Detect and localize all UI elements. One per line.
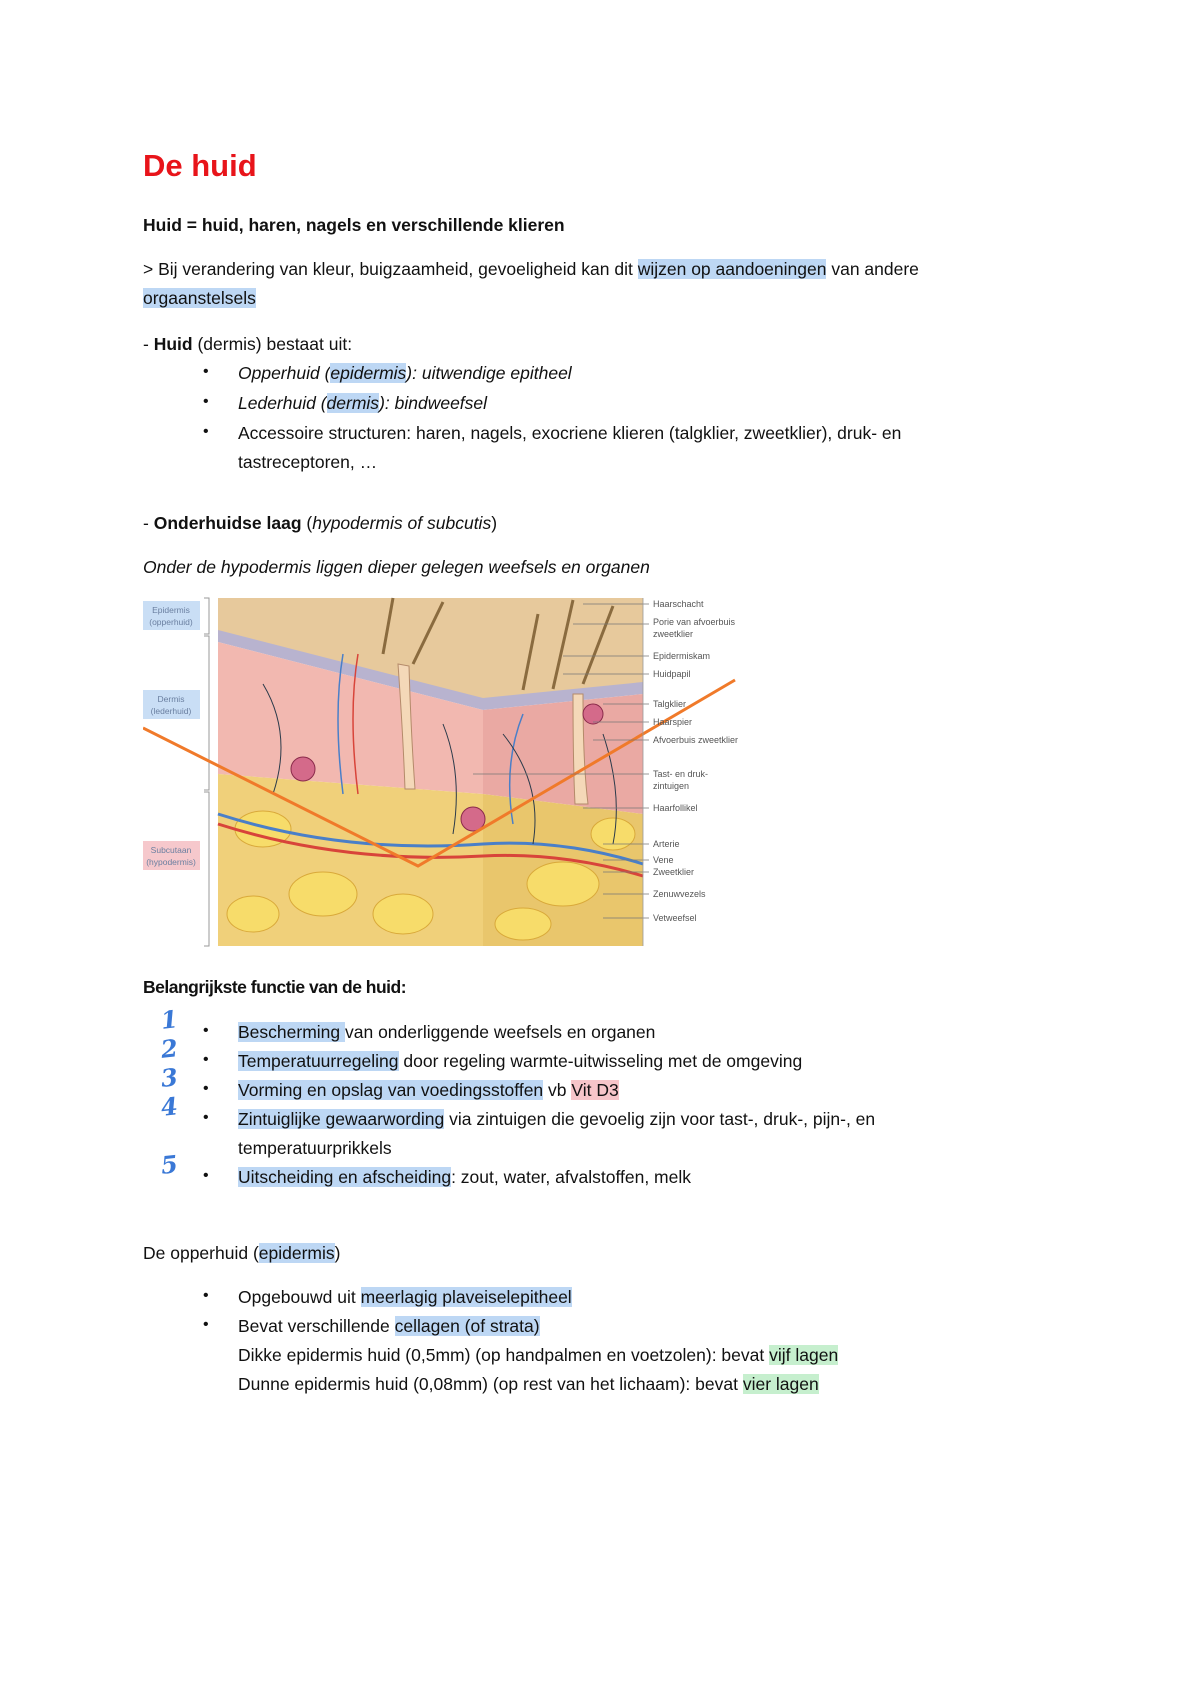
intro-note-line2 — [143, 286, 256, 310]
label-porie: Porie van afvoerbuis — [653, 617, 736, 627]
bracket-dermis — [204, 636, 209, 790]
label-porie-2: zweetklier — [653, 629, 694, 639]
function-text: vb — [543, 1080, 572, 1100]
label-haarspier: Haarspier — [653, 717, 693, 727]
onderhuid-open: ( — [301, 513, 313, 533]
bracket-subcutaan — [204, 792, 209, 946]
function-highlight: Vorming en opslag van voedingsstoffen — [238, 1080, 544, 1100]
label-haarfollikel: Haarfollikel — [653, 803, 698, 813]
huid-item-pre: Lederhuid ( — [238, 393, 327, 413]
bullet-marker: • — [203, 1109, 209, 1126]
function-highlight: Bescherming — [238, 1022, 345, 1042]
onderhuid-heading — [143, 511, 497, 535]
handwritten-number-1: 1 — [159, 1004, 180, 1035]
huid-item-highlight: dermis — [326, 393, 380, 413]
label-tast: Tast- en druk- — [653, 769, 709, 779]
huid-item-post: ): bindweefsel — [379, 393, 488, 413]
huid-item-lederhuid — [238, 391, 487, 415]
intro-note — [143, 257, 919, 281]
function-item-1 — [238, 1020, 655, 1044]
huid-prefix: - — [143, 334, 154, 354]
label-epidermis-1: Epidermis — [152, 605, 190, 615]
label-vene: Vene — [653, 855, 674, 865]
bullet-marker: • — [203, 1167, 209, 1184]
epidermis-heading-post: ) — [334, 1243, 341, 1263]
handwritten-number-3: 3 — [159, 1062, 180, 1093]
epidermis-dun-highlight: vier lagen — [742, 1374, 819, 1394]
huid-item-accessoire-line2: tastreceptoren, … — [238, 452, 378, 472]
bullet-marker: • — [203, 1287, 209, 1304]
huid-bold: Huid — [153, 334, 193, 354]
handwritten-number-5: 5 — [159, 1149, 180, 1180]
handwritten-number-4: 4 — [159, 1091, 180, 1122]
bullet-marker: • — [203, 1316, 209, 1333]
label-dermis-1: Dermis — [157, 694, 185, 704]
function-text: door regeling warmte-uitwisseling met de omgeving — [398, 1051, 803, 1071]
onderhuid-bold: Onderhuidse laag — [153, 513, 302, 533]
function-item-4 — [238, 1107, 875, 1131]
label-tast-2: zintuigen — [653, 781, 690, 791]
label-dermis-2: (lederhuid) — [150, 706, 192, 716]
onderhuid-italic: hypodermis of subcutis — [312, 513, 492, 533]
label-vetweefsel: Vetweefsel — [653, 913, 697, 923]
epidermis-item-1 — [238, 1285, 572, 1309]
epidermis-dik-text: Dikke epidermis huid (0,5mm) (op handpalmen en voetzolen): bevat — [238, 1345, 770, 1365]
huid-item-accessoire: Accessoire structuren: haren, nagels, exocriene klieren (talgklier, zweetklier), druk- en — [238, 423, 902, 443]
label-subcutaan-1: Subcutaan — [150, 845, 192, 855]
function-text: van onderliggende weefsels en organen — [345, 1022, 656, 1042]
huid-item-pre: Opperhuid ( — [238, 363, 331, 383]
function-text: via zintuigen die gevoelig zijn voor tast-, druk-, pijn-, en — [444, 1109, 876, 1129]
function-highlight: Temperatuurregeling — [238, 1051, 399, 1071]
epidermis-item-2 — [238, 1314, 540, 1338]
function-highlight: Zintuiglijke gewaarwording — [238, 1109, 445, 1129]
epidermis-heading — [143, 1241, 340, 1265]
epidermis-dik-line — [238, 1343, 838, 1367]
epidermis-heading-highlight: epidermis — [258, 1243, 335, 1263]
epidermis-item-highlight: meerlagig plaveiselepitheel — [360, 1287, 572, 1307]
onderhuid-prefix: - — [143, 513, 154, 533]
huid-heading — [143, 332, 352, 356]
epidermis-item-pre: Opgebouwd uit — [238, 1287, 361, 1307]
skin-diagram-svg — [143, 594, 739, 950]
onderhuid-close: ) — [491, 513, 498, 533]
epidermis-dun-line — [238, 1372, 819, 1396]
label-zenuwvezels: Zenuwvezels — [653, 889, 706, 899]
label-talgklier: Talgklier — [653, 699, 687, 709]
function-item-5 — [238, 1165, 691, 1189]
huid-rest: (dermis) bestaat uit: — [192, 334, 353, 354]
label-afvoerbuis: Afvoerbuis zweetklier — [653, 735, 739, 745]
epidermis-item-pre: Bevat verschillende — [238, 1316, 395, 1336]
intro-note-highlight: wijzen op aandoeningen — [637, 259, 827, 279]
epidermis-heading-pre: De opperhuid ( — [143, 1243, 259, 1263]
page-title: De huid — [143, 148, 257, 183]
bullet-marker: • — [203, 423, 209, 440]
bracket-epidermis — [204, 598, 209, 634]
intro-note-pre: > Bij verandering van kleur, buigzaamheid, gevoeligheid kan dit — [143, 259, 638, 279]
huid-item-highlight: epidermis — [330, 363, 407, 383]
label-haarschacht: Haarschacht — [653, 599, 704, 609]
label-huidpapil: Huidpapil — [653, 669, 691, 679]
intro-note-post: van andere — [826, 259, 919, 279]
function-item-4-line2: temperatuurprikkels — [238, 1138, 392, 1158]
label-arterie: Arterie — [653, 839, 680, 849]
function-highlight-red: Vit D3 — [571, 1080, 619, 1100]
huid-item-post: ): uitwendige epitheel — [406, 363, 572, 383]
epidermis-item-highlight: cellagen (of strata) — [394, 1316, 540, 1336]
bullet-marker: • — [203, 363, 209, 380]
definition-line: Huid = huid, haren, nagels en verschillende klieren — [143, 215, 565, 235]
function-highlight: Uitscheiding en afscheiding — [238, 1167, 452, 1187]
function-item-3 — [238, 1078, 619, 1102]
skin-diagram — [143, 594, 739, 950]
huid-item-opperhuid — [238, 361, 572, 385]
functions-heading: Belangrijkste functie van de huid: — [143, 977, 407, 997]
intro-note-line2-highlight: orgaanstelsels — [143, 288, 256, 308]
bullet-marker: • — [203, 1080, 209, 1097]
onderhuid-note: Onder de hypodermis liggen dieper gelegen weefsels en organen — [143, 557, 650, 577]
function-text: : zout, water, afvalstoffen, melk — [451, 1167, 691, 1187]
label-zweetklier: Zweetklier — [653, 867, 695, 877]
label-epidermiskam: Epidermiskam — [653, 651, 711, 661]
label-epidermis-2: (opperhuid) — [149, 617, 193, 627]
epidermis-dik-highlight: vijf lagen — [769, 1345, 839, 1365]
bullet-marker: • — [203, 393, 209, 410]
epidermis-dun-text: Dunne epidermis huid (0,08mm) (op rest van het lichaam): bevat — [238, 1374, 743, 1394]
function-item-2 — [238, 1049, 802, 1073]
label-subcutaan-2: (hypodermis) — [146, 857, 196, 867]
handwritten-number-2: 2 — [159, 1033, 180, 1064]
bullet-marker: • — [203, 1022, 209, 1039]
bullet-marker: • — [203, 1051, 209, 1068]
dermis-side — [483, 694, 643, 814]
